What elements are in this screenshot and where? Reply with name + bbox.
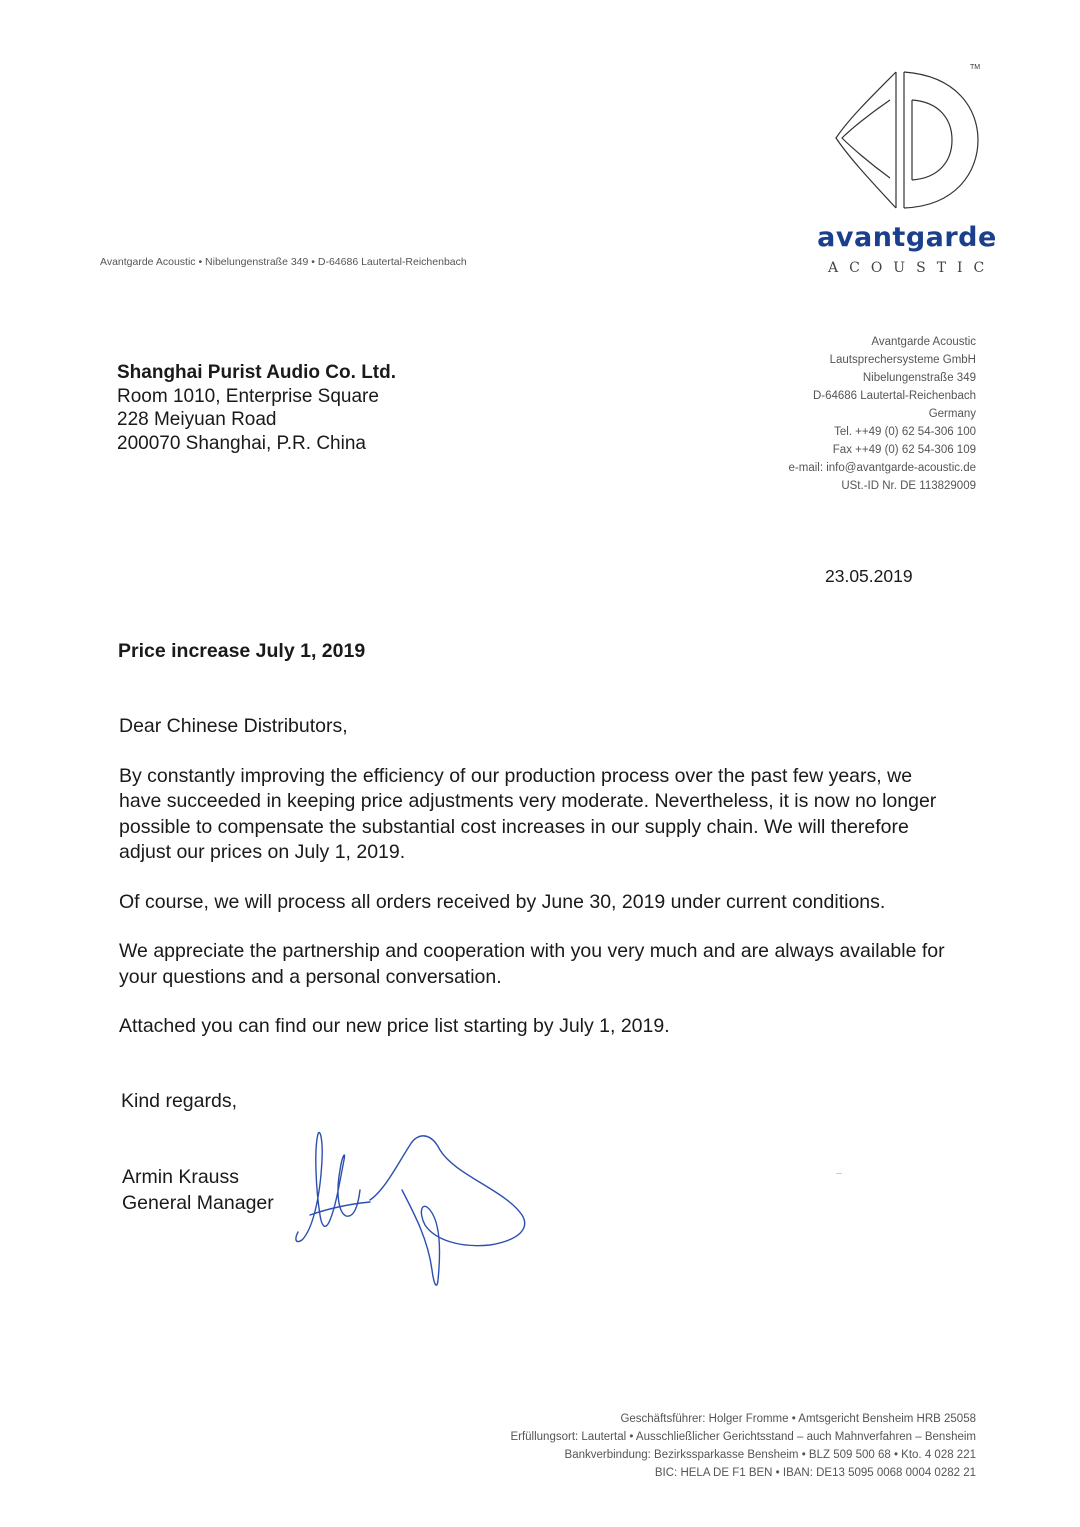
signer-name: Armin Krauss bbox=[122, 1166, 240, 1188]
contact-line: Avantgarde Acoustic bbox=[871, 336, 976, 348]
stray-mark bbox=[836, 1173, 842, 1174]
body-paragraph: We appreciate the partnership and cooperation with you very much and are always available for your questions and a personal conversation. bbox=[119, 940, 945, 988]
signer-title: General Manager bbox=[122, 1191, 274, 1214]
contact-phone: Tel. ++49 (0) 62 54-306 100 bbox=[834, 426, 976, 438]
company-footer bbox=[510, 1410, 976, 1482]
recipient-line-2: 228 Meiyuan Road bbox=[117, 409, 277, 430]
sender-return-address: Avantgarde Acoustic • Nibelungenstraße 349 • D-64686 Lautertal-Reichenbach bbox=[100, 256, 467, 268]
contact-line: Lautsprechersysteme GmbH bbox=[829, 354, 976, 366]
brand-subtitle: ACOUSTIC bbox=[828, 260, 996, 276]
contact-line: D-64686 Lautertal-Reichenbach bbox=[812, 390, 976, 402]
footer-line: Erfüllungsort: Lautertal • Ausschließlicher Gerichtsstand – auch Mahnverfahren – Bensheim bbox=[510, 1431, 976, 1443]
recipient-line-1: Room 1010, Enterprise Square bbox=[117, 385, 379, 407]
letter-subject: Price increase July 1, 2019 bbox=[118, 640, 366, 662]
recipient-address bbox=[117, 361, 396, 455]
body-paragraph: Attached you can find our new price list starting by July 1, 2019. bbox=[119, 1015, 670, 1037]
body-paragraph: By constantly improving the efficiency of our production process over the past few years, we have succeeded in keeping price adjustments very moderate. Nevertheless, it is now no longer possible to compensate the substantial cost increases in our supply chain. We will therefore adjust our prices on July 1, 2019. bbox=[119, 764, 937, 863]
footer-line: Geschäftsführer: Holger Fromme • Amtsgericht Bensheim HRB 25058 bbox=[620, 1413, 976, 1425]
horn-logo-icon bbox=[828, 60, 988, 220]
letter-body bbox=[119, 714, 949, 1040]
handwritten-signature bbox=[290, 1120, 540, 1295]
recipient-name: Shanghai Purist Audio Co. Ltd. bbox=[117, 362, 397, 383]
company-contact-block bbox=[789, 333, 976, 495]
body-paragraph: Of course, we will process all orders received by June 30, 2019 under current conditions. bbox=[119, 890, 886, 913]
signer-block bbox=[122, 1165, 274, 1216]
salutation: Dear Chinese Distributors, bbox=[119, 715, 348, 737]
contact-line: Germany bbox=[928, 408, 976, 420]
recipient-line-3: 200070 Shanghai, P.R. China bbox=[117, 432, 366, 454]
footer-line: BIC: HELA DE F1 BEN • IBAN: DE13 5095 0068 0004 0282 21 bbox=[654, 1467, 976, 1479]
contact-fax: Fax ++49 (0) 62 54-306 109 bbox=[832, 444, 976, 456]
contact-vat-id: USt.-ID Nr. DE 113829009 bbox=[841, 480, 976, 492]
closing: Kind regards, bbox=[121, 1090, 237, 1112]
footer-line: Bankverbindung: Bezirkssparkasse Bensheim • BLZ 509 500 68 • Kto. 4 028 221 bbox=[564, 1449, 976, 1461]
contact-email: e-mail: info@avantgarde-acoustic.de bbox=[788, 462, 976, 474]
brand-wordmark: avantgarde bbox=[817, 222, 997, 253]
contact-line: Nibelungenstraße 349 bbox=[862, 372, 976, 384]
trademark-mark: TM bbox=[970, 64, 981, 71]
letter-date: 23.05.2019 bbox=[825, 566, 913, 586]
